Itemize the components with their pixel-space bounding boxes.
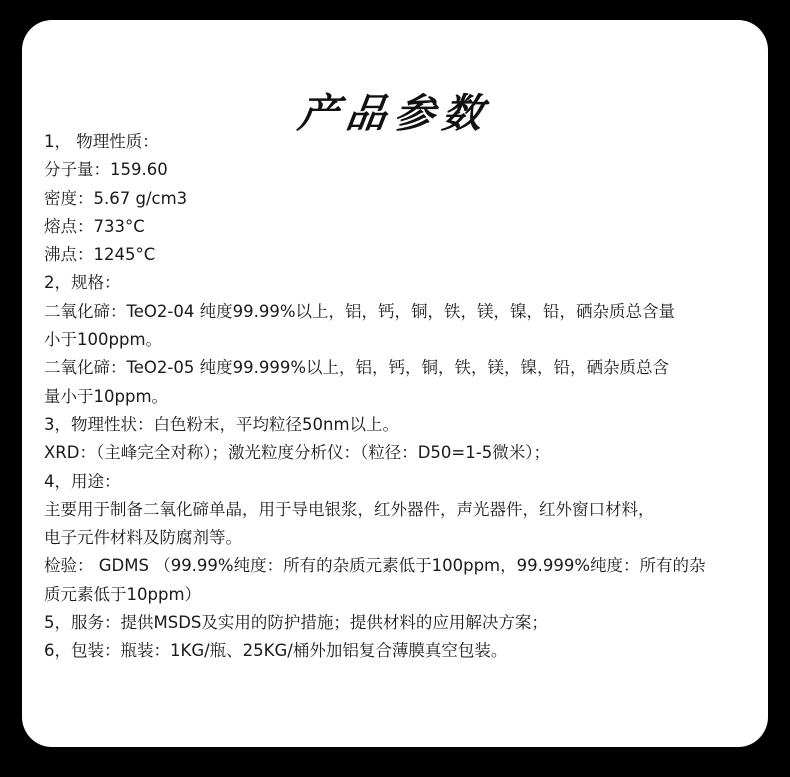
text-line: 量小于10ppm。 — [44, 386, 169, 406]
text-line: 3，物理性状：白色粉末，平均粒径50nm以上。 — [44, 414, 400, 434]
text-line: 检验： GDMS （99.99%纯度：所有的杂质元素低于100ppm，99.999%纯度：所有的杂 — [44, 556, 706, 576]
text-line: 主要用于制备二氧化碲单晶，用于导电银浆，红外器件，声光器件，红外窗口材料， — [44, 499, 655, 519]
text-line: 4，用途： — [44, 471, 121, 491]
page-title: 产品参数 — [295, 91, 494, 137]
text-line: 沸点：1245°C — [44, 245, 156, 265]
text-line: 2，规格： — [44, 273, 121, 293]
text-line: 电子元件材料及防腐剂等。 — [44, 528, 242, 548]
text-line: 5，服务：提供MSDS及实用的防护措施；提供材料的应用解决方案； — [44, 613, 548, 633]
text-line: 小于100ppm。 — [44, 330, 163, 350]
parameters-text — [44, 128, 756, 666]
text-line: 6，包装：瓶装：1KG/瓶、25KG/桶外加铝复合薄膜真空包装。 — [44, 641, 508, 661]
text-line: XRD：（主峰完全对称）；激光粒度分析仪：（粒径：D50=1-5微米）； — [44, 443, 550, 463]
text-line: 1， 物理性质： — [44, 132, 159, 151]
text-line: 二氧化碲：TeO2-04 纯度99.99%以上，铝，钙，铜，铁，镁，镍，铅，硒杂质总含量 — [44, 301, 676, 321]
text-line: 密度：5.67 g/cm3 — [44, 188, 188, 208]
text-line: 二氧化碲：TeO2-05 纯度99.999%以上，铝，钙，铜，铁，镁，镍，铅，硒杂质总含 — [44, 358, 670, 378]
text-line: 质元素低于10ppm） — [44, 584, 202, 604]
text-line: 熔点：733°C — [44, 216, 145, 236]
text-line: 分子量：159.60 — [44, 160, 168, 180]
